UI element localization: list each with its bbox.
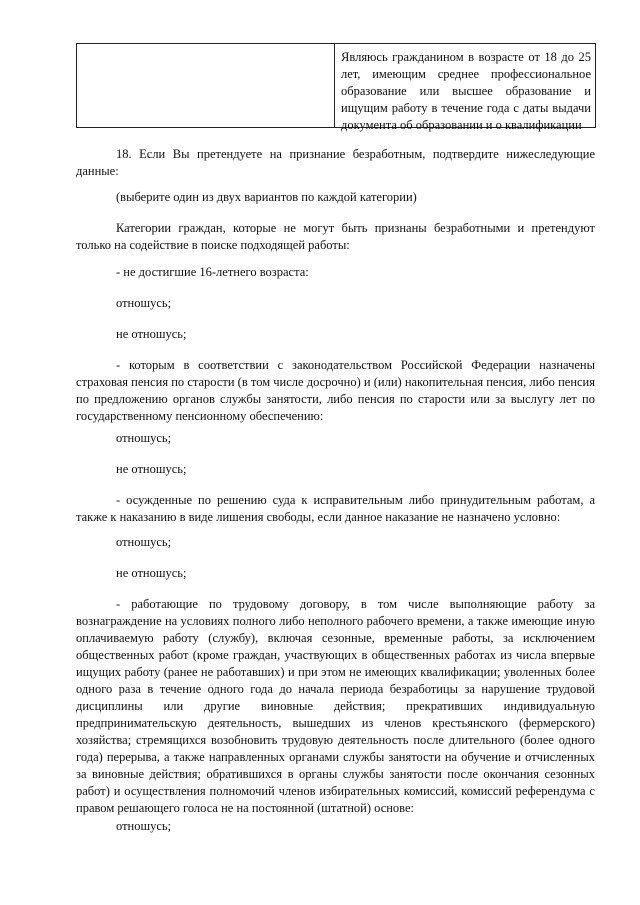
option-not-applies[interactable]: не отношусь; bbox=[116, 327, 187, 341]
category-text: - которым в соответствии с законодательством Российской Федерации назначены страховая пенсия по старости (в том числе досрочно) и (или) накопительная пенсия, либо пенсия по предложению органов службы занятости, либо пенсия по старости или за выслугу лет по государственному пенсионному обеспечению: bbox=[76, 358, 595, 423]
categories-header: Категории граждан, которые не могут быть признаны безработными и претендуют только на содействие в поиске подходящей работы: bbox=[76, 221, 595, 252]
section-18-intro: 18. Если Вы претендуете на признание безработным, подтвердите нижеследующие данные: bbox=[76, 147, 595, 178]
category-text: - осужденные по решению суда к исправительным либо принудительным работам, а также к наказанию в виде лишения свободы, если данное наказание не назначено условно: bbox=[76, 493, 595, 524]
option-applies[interactable]: отношусь; bbox=[116, 535, 172, 549]
table-cell-category: Являюсь гражданином в возрасте от 18 до 25 лет, имеющим среднее профессиональное образование или высшее образование и ищущим работу в течение года с даты выдачи документа об образовании и о квалификации bbox=[341, 50, 591, 132]
table-row bbox=[76, 43, 596, 132]
option-not-applies[interactable]: не отношусь; bbox=[116, 566, 187, 580]
category-text: - работающие по трудовому договору, в том числе выполняющие работу за вознаграждение на условиях полного либо неполного рабочего времени, а также имеющие иную оплачиваемую работу (службу), включая сезонные, временные работы, за исключением общественных работ (кроме граждан, участвующих в общественных работах из числа впервые ищущих работу (ранее не работавших) и при этом не имеющих квалификации; уволенных более одного раза в течение одного года до начала периода безработицы за нарушение трудовой дисциплины или другие виновные действия; прекративших индивидуальную предпринимательскую деятельность, вышедших из членов крестьянского (фермерского) хозяйства; стремящихся возобновить трудовую деятельность после длительного (более одного года) перерыва, а также направленных органами службы занятости на обучение и отчисленных за виновные действия; обратившихся в органы службы занятости после окончания сезонных работ) и осуществления полномочий членов избирательных комиссий, комиссий референдума с правом решающего голоса не на постоянной (штатной) основе: bbox=[76, 597, 595, 815]
category-text: - не достигшие 16-летнего возраста: bbox=[116, 265, 309, 279]
option-applies[interactable]: отношусь; bbox=[116, 296, 172, 310]
instruction-text: (выберите один из двух вариантов по каждой категории) bbox=[116, 190, 417, 204]
option-applies[interactable]: отношусь; bbox=[116, 431, 172, 445]
table-cell-empty bbox=[77, 44, 335, 127]
option-not-applies[interactable]: не отношусь; bbox=[116, 462, 187, 476]
option-applies[interactable]: отношусь; bbox=[116, 819, 172, 833]
